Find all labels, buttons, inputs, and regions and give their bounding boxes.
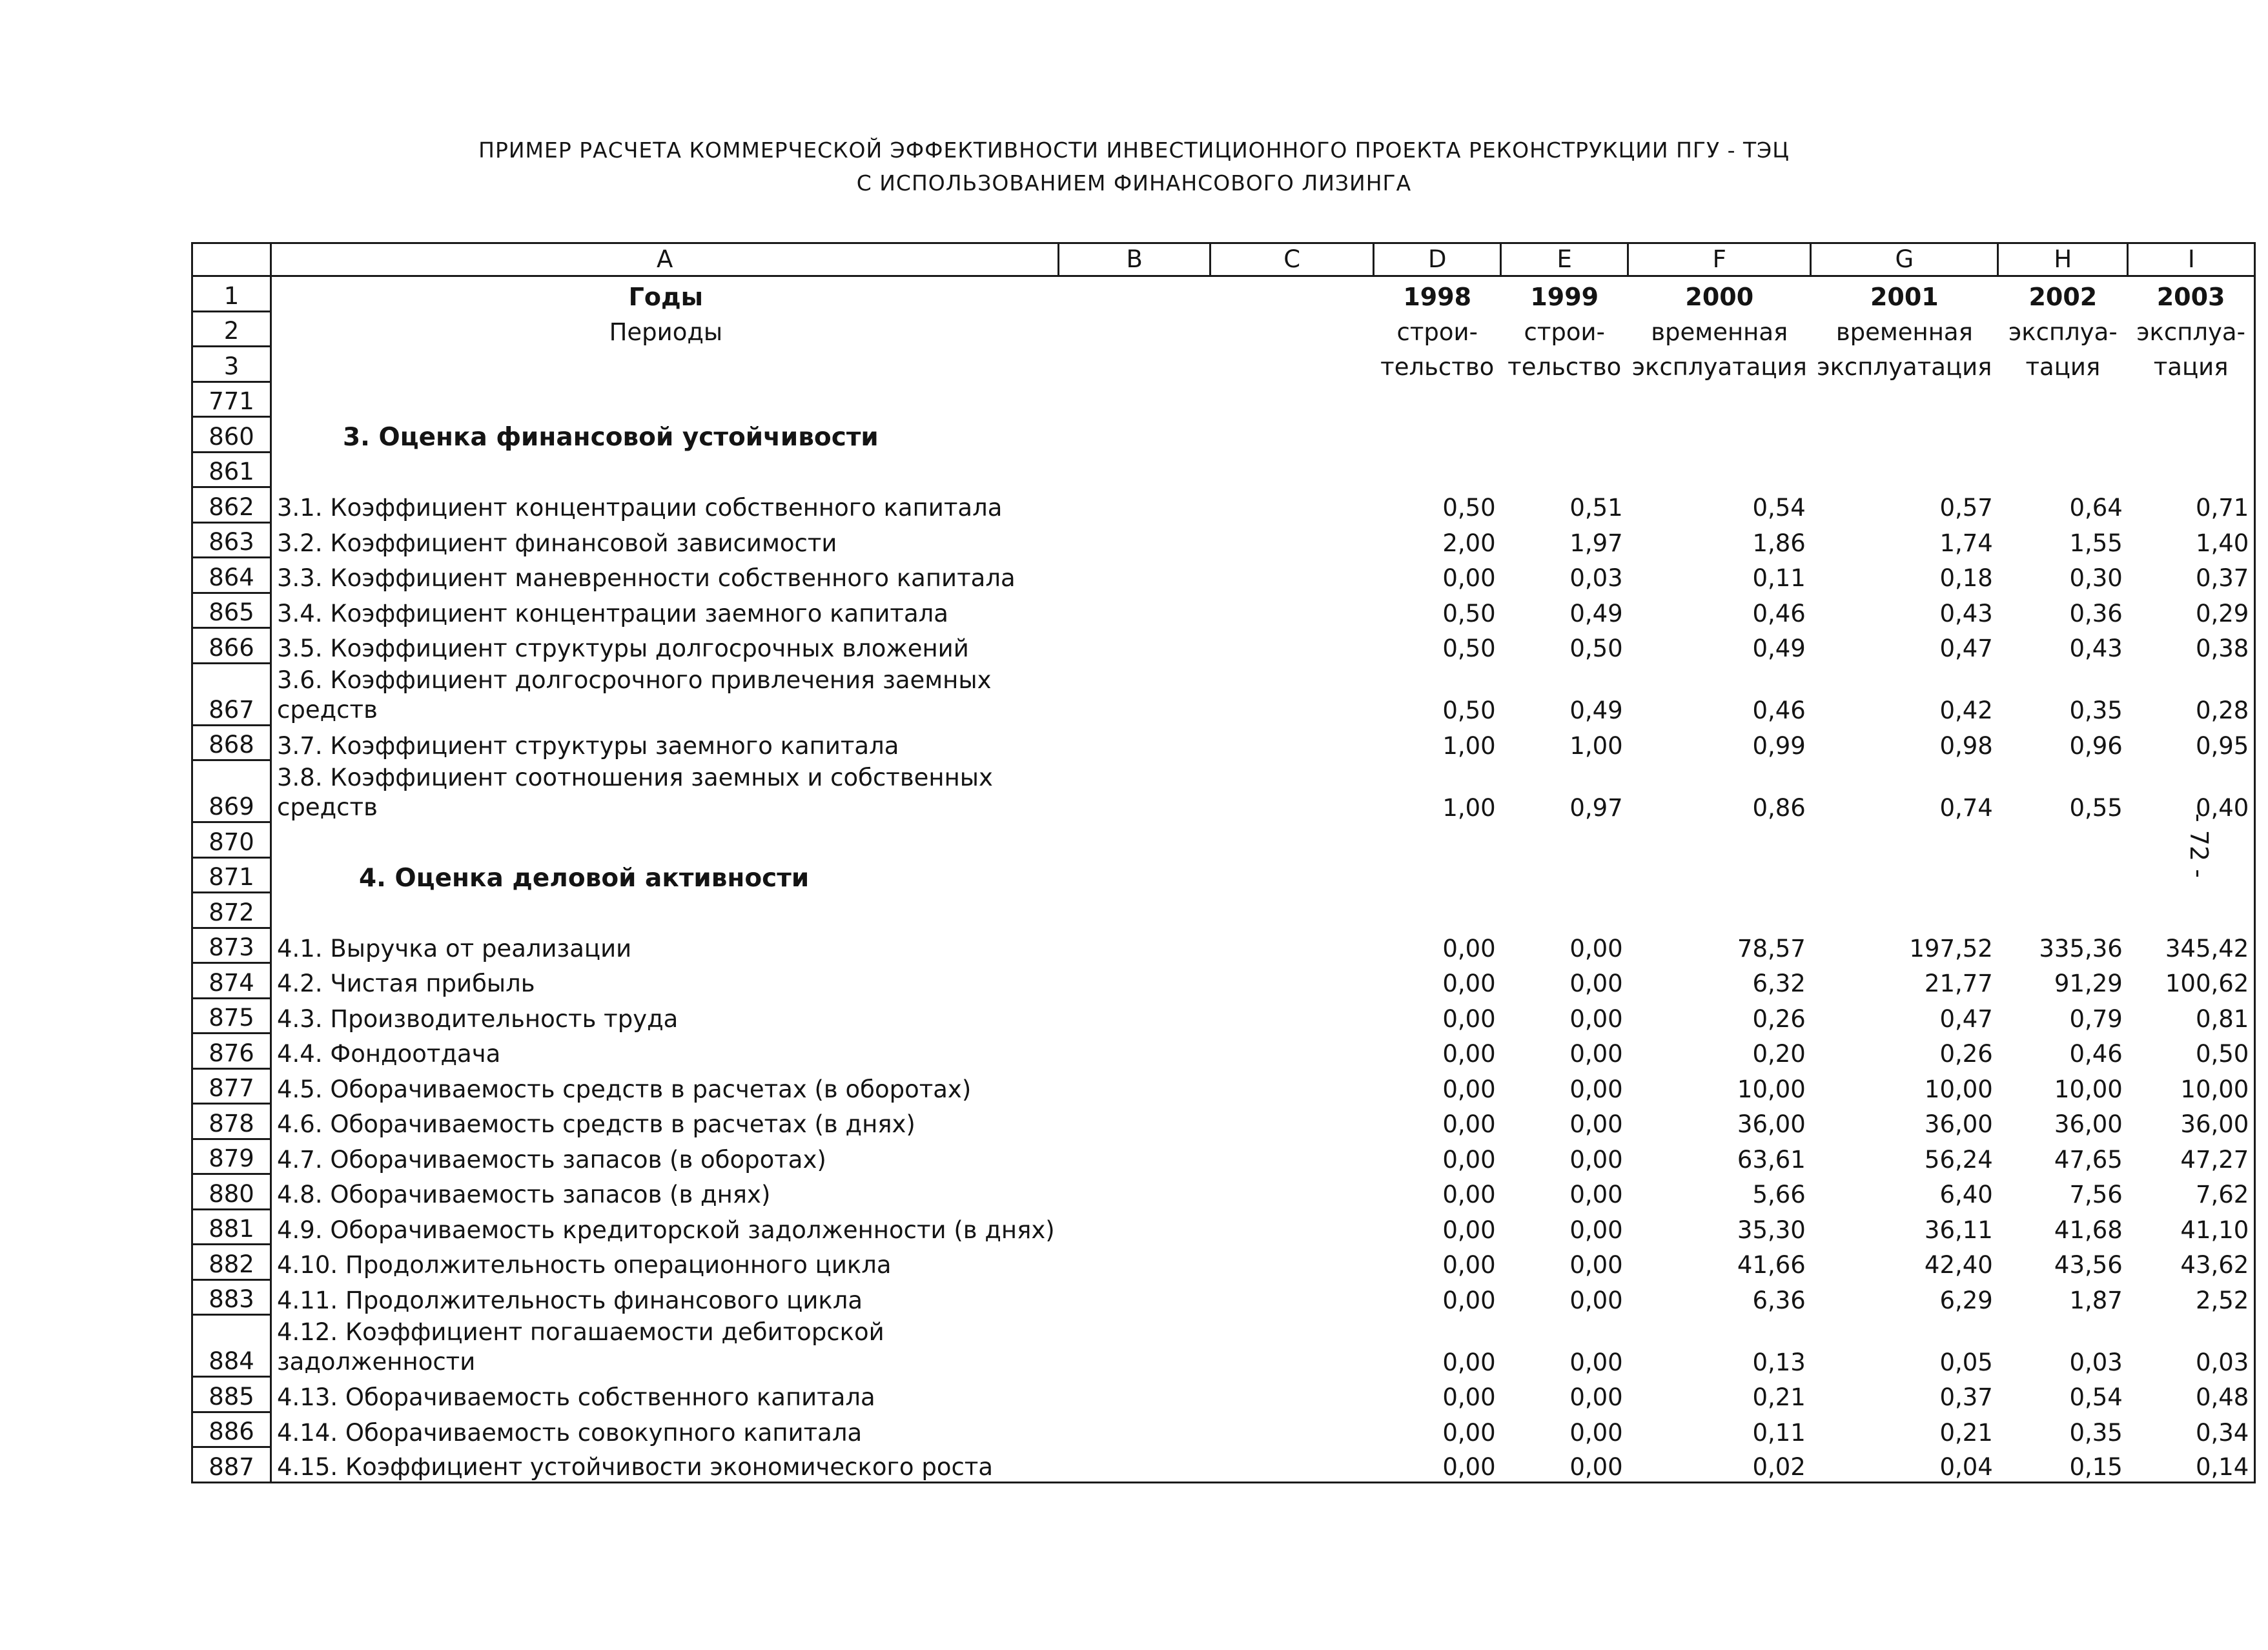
table-row <box>192 1174 2255 1210</box>
value-cell: 0,47 <box>1939 635 1993 662</box>
value-cell: 0,95 <box>2128 725 2255 760</box>
row-header[interactable]: 873 <box>192 928 271 963</box>
value-cell: 10,00 <box>2128 1068 2255 1104</box>
table-row <box>192 558 2255 593</box>
value-cell: 0,00 <box>1569 1110 1623 1138</box>
period-cell: строи- <box>1396 318 1478 346</box>
periods-label: Периоды <box>271 311 1059 347</box>
row-header[interactable]: 1 <box>192 276 271 312</box>
value-cell: 0,00 <box>1442 1418 1496 1447</box>
value-cell: 0,02 <box>1628 1447 1811 1483</box>
value-cell: 36,00 <box>1924 1110 1993 1138</box>
table-row <box>192 1139 2255 1174</box>
column-header-e[interactable]: E <box>1501 243 1628 276</box>
value-cell: 0,50 <box>1442 635 1496 662</box>
value-cell: 41,68 <box>2054 1216 2123 1244</box>
row-label: 4.6. Оборачиваемость средств в расчетах (в днях) <box>271 1104 1059 1139</box>
row-header[interactable]: 863 <box>192 522 271 558</box>
value-cell: 0,46 <box>2069 1040 2123 1068</box>
value-cell: 0,00 <box>1442 1145 1496 1174</box>
section-title: 3. Оценка финансовой устойчивости <box>271 417 1059 453</box>
value-cell: 0,00 <box>1569 1418 1623 1447</box>
period-cell: тельство <box>1507 353 1622 381</box>
value-cell: 42,40 <box>1924 1251 1993 1279</box>
value-cell: 0,04 <box>1811 1447 1998 1483</box>
table-row <box>192 725 2255 760</box>
value-cell: 0,47 <box>1939 1004 1993 1033</box>
value-cell: 0,00 <box>1442 1004 1496 1033</box>
row-header[interactable]: 866 <box>192 628 271 664</box>
value-cell: 1,00 <box>1569 731 1623 760</box>
table-row <box>192 998 2255 1034</box>
table-row <box>192 593 2255 628</box>
row-header[interactable]: 887 <box>192 1447 271 1483</box>
value-cell: 0,37 <box>2128 558 2255 593</box>
row-label: 4.12. Коэффициент погашаемости дебиторской задолженности <box>271 1315 1059 1377</box>
period-cell: эксплуатация <box>1817 353 1992 381</box>
period-cell: эксплуа- <box>2008 318 2118 346</box>
year-cell: 2000 <box>1685 283 1754 311</box>
column-header-c[interactable]: C <box>1211 243 1374 276</box>
row-label: 4.14. Оборачиваемость совокупного капитала <box>271 1412 1059 1447</box>
table-row <box>192 382 2255 417</box>
value-cell: 7,62 <box>2128 1174 2255 1210</box>
value-cell: 2,00 <box>1442 529 1496 557</box>
table-row <box>192 928 2255 963</box>
column-header-g[interactable]: G <box>1811 243 1998 276</box>
row-label: 3.7. Коэффициент структуры заемного капитала <box>271 725 1059 760</box>
value-cell: 7,56 <box>2069 1181 2123 1208</box>
value-cell: 0,28 <box>2128 663 2255 725</box>
table-row <box>192 347 2255 382</box>
value-cell: 0,49 <box>1569 599 1623 627</box>
row-label: 4.15. Коэффициент устойчивости экономического роста <box>271 1447 1059 1483</box>
value-cell: 0,00 <box>1442 1348 1496 1376</box>
table-row <box>192 487 2255 523</box>
value-cell: 0,03 <box>2069 1348 2123 1376</box>
row-label: 4.3. Производительность труда <box>271 998 1059 1034</box>
year-cell: 1999 <box>1530 283 1599 311</box>
value-cell: 0,15 <box>1998 1447 2128 1483</box>
value-cell: 0,86 <box>1752 793 1806 822</box>
value-cell: 41,66 <box>1737 1251 1806 1279</box>
value-cell: 0,96 <box>2069 731 2123 760</box>
value-cell: 43,56 <box>2054 1251 2123 1279</box>
value-cell: 1,86 <box>1752 529 1806 557</box>
row-label: 4.5. Оборачиваемость средств в расчетах (в оборотах) <box>271 1068 1059 1104</box>
row-header[interactable]: 869 <box>192 760 271 822</box>
value-cell: 0,00 <box>1442 1216 1496 1244</box>
value-cell: 0,50 <box>1442 599 1496 627</box>
value-cell: 0,50 <box>1442 494 1496 522</box>
value-cell: 0,00 <box>1569 1383 1623 1411</box>
value-cell: 0,14 <box>2128 1447 2255 1483</box>
period-cell: эксплуатация <box>1631 353 1807 381</box>
row-header[interactable]: 871 <box>192 857 271 893</box>
column-header-a[interactable]: A <box>271 243 1059 276</box>
value-cell: 1,87 <box>2069 1286 2123 1314</box>
row-header[interactable]: 870 <box>192 822 271 858</box>
column-header-i[interactable]: I <box>2128 243 2255 276</box>
value-cell: 0,54 <box>1752 494 1806 522</box>
value-cell: 36,11 <box>1924 1216 1993 1244</box>
value-cell: 0,42 <box>1939 697 1993 724</box>
row-header[interactable]: 876 <box>192 1034 271 1069</box>
value-cell: 5,66 <box>1752 1181 1806 1208</box>
value-cell: 0,79 <box>2069 1004 2123 1033</box>
table-row <box>192 857 2255 893</box>
column-header-h[interactable]: H <box>1998 243 2128 276</box>
value-cell: 0,00 <box>1442 1181 1496 1208</box>
year-cell: 1998 <box>1403 283 1472 311</box>
value-cell: 6,32 <box>1752 970 1806 997</box>
value-cell: 335,36 <box>2039 934 2123 962</box>
value-cell: 0,36 <box>2069 599 2123 627</box>
value-cell: 1,74 <box>1939 529 1993 557</box>
value-cell: 0,03 <box>2128 1315 2255 1377</box>
value-cell: 0,54 <box>2069 1383 2123 1411</box>
period-cell: временная <box>1651 318 1788 346</box>
value-cell: 0,51 <box>1569 494 1623 522</box>
row-header[interactable]: 2 <box>192 311 271 347</box>
value-cell: 0,00 <box>1569 1251 1623 1279</box>
value-cell: 43,62 <box>2128 1245 2255 1280</box>
value-cell: 0,29 <box>2128 593 2255 628</box>
row-label: 3.2. Коэффициент финансовой зависимости <box>271 522 1059 558</box>
table-row <box>192 1209 2255 1245</box>
table-row <box>192 417 2255 453</box>
row-label: 3.5. Коэффициент структуры долгосрочных вложений <box>271 628 1059 664</box>
column-header-row <box>192 243 2255 276</box>
value-cell: 0,00 <box>1442 970 1496 997</box>
value-cell: 0,11 <box>1752 564 1806 592</box>
page-number: - 72 - <box>2185 813 2213 878</box>
value-cell: 0,50 <box>1569 635 1623 662</box>
value-cell: 0,64 <box>2069 494 2123 522</box>
table-row <box>192 893 2255 928</box>
value-cell: 345,42 <box>2128 928 2255 963</box>
document-subtitle: С ИСПОЛЬЗОВАНИЕМ ФИНАНСОВОГО ЛИЗИНГА <box>856 170 1412 196</box>
row-header[interactable]: 860 <box>192 417 271 453</box>
row-header[interactable]: 864 <box>192 558 271 593</box>
value-cell: 47,27 <box>2128 1139 2255 1174</box>
table-row <box>192 760 2255 822</box>
period-cell: тельство <box>1380 353 1495 381</box>
value-cell: 0,98 <box>1939 731 1993 760</box>
column-header-f[interactable]: F <box>1628 243 1811 276</box>
row-header[interactable]: 877 <box>192 1068 271 1104</box>
value-cell: 10,00 <box>2054 1075 2123 1103</box>
value-cell: 36,00 <box>1737 1110 1806 1138</box>
table-row <box>192 1315 2255 1377</box>
value-cell: 10,00 <box>1737 1075 1806 1103</box>
period-cell: строи- <box>1524 318 1605 346</box>
row-label: 3.1. Коэффициент концентрации собственного капитала <box>271 487 1059 523</box>
table-row <box>192 1034 2255 1069</box>
row-header[interactable]: 875 <box>192 998 271 1034</box>
row-header[interactable]: 862 <box>192 487 271 523</box>
value-cell: 0,43 <box>2069 635 2123 662</box>
spreadsheet-table <box>191 242 2256 1483</box>
period-cell: эксплуа- <box>2128 311 2255 347</box>
row-header[interactable]: 883 <box>192 1279 271 1315</box>
value-cell: 0,00 <box>1569 970 1623 997</box>
table-row <box>192 822 2255 858</box>
value-cell: 0,00 <box>1569 1216 1623 1244</box>
value-cell: 0,00 <box>1442 1383 1496 1411</box>
row-header[interactable]: 879 <box>192 1139 271 1174</box>
value-cell: 6,36 <box>1752 1286 1806 1314</box>
value-cell: 0,34 <box>2128 1412 2255 1447</box>
table-row <box>192 1279 2255 1315</box>
table-row <box>192 663 2255 725</box>
period-cell: тация <box>2128 347 2255 382</box>
row-label: 4.2. Чистая прибыль <box>271 963 1059 999</box>
year-cell: 2002 <box>2028 283 2098 311</box>
value-cell: 78,57 <box>1737 934 1806 962</box>
value-cell: 0,13 <box>1752 1348 1806 1376</box>
value-cell: 36,00 <box>2128 1104 2255 1139</box>
value-cell: 0,00 <box>1374 1447 1501 1483</box>
row-header[interactable]: 3 <box>192 347 271 382</box>
row-label: 3.6. Коэффициент долгосрочного привлечения заемных средств <box>271 663 1059 725</box>
value-cell: 0,37 <box>1939 1383 1993 1411</box>
value-cell: 41,10 <box>2128 1209 2255 1245</box>
value-cell: 36,00 <box>2054 1110 2123 1138</box>
value-cell: 197,52 <box>1909 934 1993 962</box>
row-label: 4.8. Оборачиваемость запасов (в днях) <box>271 1174 1059 1210</box>
table-row <box>192 522 2255 558</box>
value-cell: 0,03 <box>1569 564 1623 592</box>
corner-cell[interactable] <box>192 243 271 276</box>
value-cell: 0,11 <box>1752 1418 1806 1447</box>
value-cell: 0,38 <box>2128 628 2255 664</box>
table-row <box>192 963 2255 999</box>
value-cell: 1,00 <box>1442 793 1496 822</box>
value-cell: 0,35 <box>2069 1418 2123 1447</box>
value-cell: 0,00 <box>1442 564 1496 592</box>
value-cell: 0,00 <box>1569 1075 1623 1103</box>
value-cell: 0,50 <box>2128 1034 2255 1069</box>
value-cell: 0,00 <box>1501 1447 1628 1483</box>
table-row <box>192 276 2255 312</box>
value-cell: 0,00 <box>1442 1040 1496 1068</box>
row-header[interactable]: 885 <box>192 1377 271 1412</box>
value-cell: 0,49 <box>1752 635 1806 662</box>
row-label: 4.10. Продолжительность операционного цикла <box>271 1245 1059 1280</box>
value-cell: 0,30 <box>2069 564 2123 592</box>
table-row <box>192 311 2255 347</box>
table-row <box>192 628 2255 664</box>
period-cell: тация <box>2025 353 2101 381</box>
value-cell: 63,61 <box>1737 1145 1806 1174</box>
table-row <box>192 1104 2255 1139</box>
row-label: 4.13. Оборачиваемость собственного капитала <box>271 1377 1059 1412</box>
value-cell: 91,29 <box>2054 970 2123 997</box>
row-header[interactable]: 861 <box>192 452 271 487</box>
section-title: 4. Оценка деловой активности <box>271 857 1059 893</box>
table-row <box>192 452 2255 487</box>
value-cell: 0,57 <box>1939 494 1993 522</box>
value-cell: 0,74 <box>1939 793 1993 822</box>
row-header[interactable]: 868 <box>192 725 271 760</box>
value-cell: 2,52 <box>2128 1279 2255 1315</box>
row-label: 4.4. Фондоотдача <box>271 1034 1059 1069</box>
value-cell: 0,00 <box>1569 1040 1623 1068</box>
value-cell: 0,40 <box>2128 760 2255 822</box>
value-cell: 1,40 <box>2128 522 2255 558</box>
value-cell: 0,00 <box>1569 934 1623 962</box>
value-cell: 1,97 <box>1569 529 1623 557</box>
row-header[interactable]: 886 <box>192 1412 271 1447</box>
value-cell: 0,81 <box>2128 998 2255 1034</box>
year-cell: 2001 <box>1870 283 1939 311</box>
row-header[interactable]: 865 <box>192 593 271 628</box>
value-cell: 21,77 <box>1924 970 1993 997</box>
years-label: Годы <box>271 276 1059 312</box>
period-cell: временная <box>1835 318 1973 346</box>
row-label: 3.3. Коэффициент маневренности собственного капитала <box>271 558 1059 593</box>
value-cell: 1,00 <box>1442 731 1496 760</box>
value-cell: 0,21 <box>1752 1383 1806 1411</box>
value-cell: 0,48 <box>2128 1377 2255 1412</box>
document-title: ПРИМЕР РАСЧЕТА КОММЕРЧЕСКОЙ ЭФФЕКТИВНОСТИ ИНВЕСТИЦИОННОГО ПРОЕКТА РЕКОНСТРУКЦИИ ПГУ - ТЭЦ <box>478 138 1790 163</box>
value-cell: 0,00 <box>1442 1251 1496 1279</box>
row-label: 3.4. Коэффициент концентрации заемного капитала <box>271 593 1059 628</box>
value-cell: 56,24 <box>1924 1145 1993 1174</box>
row-header[interactable]: 878 <box>192 1104 271 1139</box>
value-cell: 0,50 <box>1442 697 1496 724</box>
value-cell: 0,00 <box>1442 1075 1496 1103</box>
row-header[interactable]: 882 <box>192 1245 271 1280</box>
value-cell: 0,26 <box>1752 1004 1806 1033</box>
value-cell: 0,21 <box>1939 1418 1993 1447</box>
value-cell: 0,26 <box>1939 1040 1993 1068</box>
value-cell: 0,46 <box>1752 599 1806 627</box>
table-row <box>192 1245 2255 1280</box>
value-cell: 0,00 <box>1569 1145 1623 1174</box>
row-label: 4.9. Оборачиваемость кредиторской задолженности (в днях) <box>271 1209 1059 1245</box>
table-row <box>192 1447 2255 1483</box>
row-label: 4.11. Продолжительность финансового цикла <box>271 1279 1059 1315</box>
value-cell: 0,00 <box>1569 1286 1623 1314</box>
value-cell: 0,18 <box>1939 564 1993 592</box>
value-cell: 0,00 <box>1569 1348 1623 1376</box>
table-row <box>192 1412 2255 1447</box>
value-cell: 35,30 <box>1737 1216 1806 1244</box>
value-cell: 100,62 <box>2128 963 2255 999</box>
value-cell: 1,55 <box>2069 529 2123 557</box>
value-cell: 0,20 <box>1752 1040 1806 1068</box>
row-header[interactable]: 881 <box>192 1209 271 1245</box>
value-cell: 0,55 <box>2069 793 2123 822</box>
row-header[interactable]: 867 <box>192 663 271 725</box>
value-cell: 0,49 <box>1569 697 1623 724</box>
row-header[interactable]: 874 <box>192 963 271 999</box>
value-cell: 0,35 <box>2069 697 2123 724</box>
value-cell: 0,00 <box>1442 1286 1496 1314</box>
value-cell: 0,00 <box>1569 1004 1623 1033</box>
value-cell: 0,43 <box>1939 599 1993 627</box>
table-row <box>192 1377 2255 1412</box>
value-cell: 0,00 <box>1569 1181 1623 1208</box>
row-label: 4.1. Выручка от реализации <box>271 928 1059 963</box>
row-header[interactable]: 872 <box>192 893 271 928</box>
value-cell: 0,05 <box>1939 1348 1993 1376</box>
value-cell: 0,00 <box>1442 934 1496 962</box>
value-cell: 0,00 <box>1442 1110 1496 1138</box>
table-row <box>192 1068 2255 1104</box>
year-cell: 2003 <box>2128 276 2255 312</box>
value-cell: 6,29 <box>1939 1286 1993 1314</box>
value-cell: 10,00 <box>1924 1075 1993 1103</box>
row-header[interactable]: 880 <box>192 1174 271 1210</box>
value-cell: 0,97 <box>1569 793 1623 822</box>
row-header[interactable]: 884 <box>192 1315 271 1377</box>
row-label: 4.7. Оборачиваемость запасов (в оборотах) <box>271 1139 1059 1174</box>
row-label: 3.8. Коэффициент соотношения заемных и собственных средств <box>271 760 1059 822</box>
row-header[interactable]: 771 <box>192 382 271 417</box>
value-cell: 47,65 <box>2054 1145 2123 1174</box>
value-cell: 0,46 <box>1752 697 1806 724</box>
value-cell: 0,71 <box>2128 487 2255 523</box>
value-cell: 6,40 <box>1939 1181 1993 1208</box>
column-header-b[interactable]: B <box>1059 243 1211 276</box>
column-header-d[interactable]: D <box>1374 243 1501 276</box>
value-cell: 0,99 <box>1752 731 1806 760</box>
